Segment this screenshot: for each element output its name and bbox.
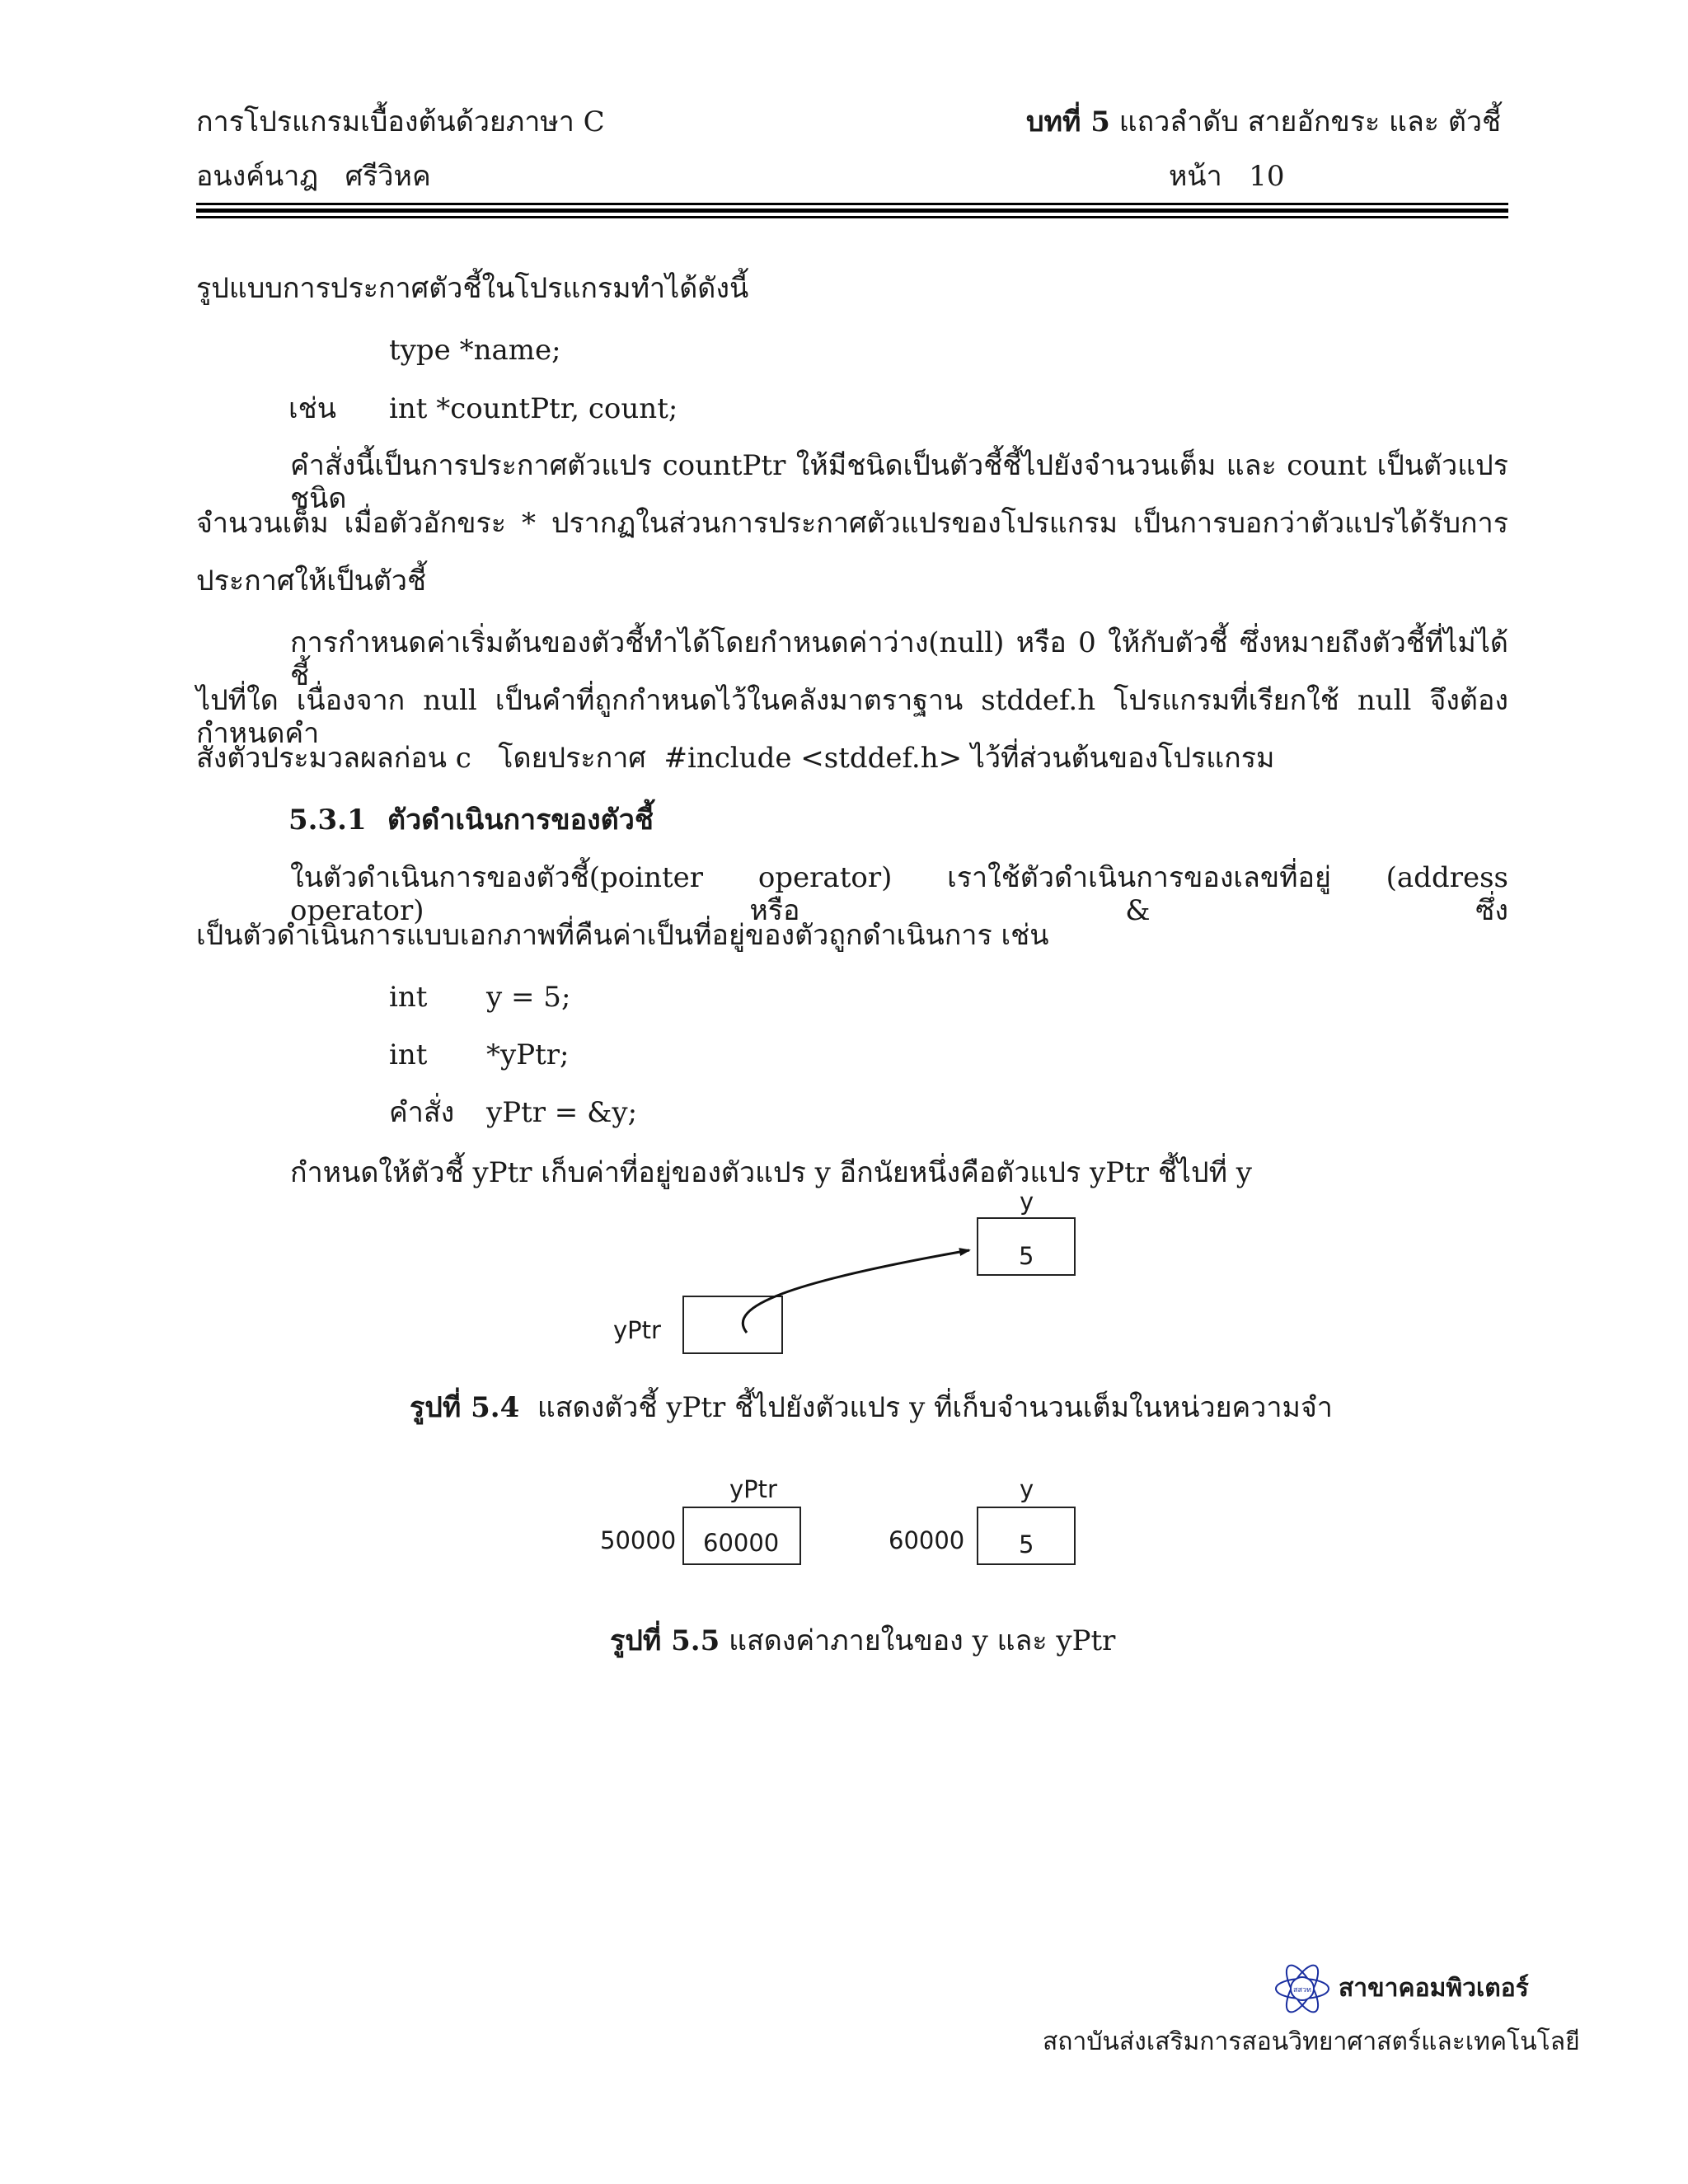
paragraph-2-line-1: การกำหนดค่าเริ่มต้นของตัวชี้ทำได้โดยกำหนดค่าว่าง(null) หรือ 0 ให้กับตัวชี้ ซึ่งหมายถึงตัวชี้ที่ไม่ได้ชี้ bbox=[290, 626, 1508, 692]
fig55-y-address: 60000 bbox=[889, 1526, 965, 1554]
chapter-title: แถวลำดับ สายอักขระ และ ตัวชี้ bbox=[1118, 105, 1502, 138]
fig54-y-value: 5 bbox=[1019, 1242, 1034, 1270]
footer-institute: สถาบันส่งเสริมการสอนวิทยาศาสตร์และเทคโนโลยี bbox=[1043, 2027, 1580, 2056]
fig55-caption bbox=[610, 1624, 1115, 1657]
intro-text: รูปแบบการประกาศตัวชี้ในโปรแกรมทำได้ดังนี้ bbox=[196, 272, 749, 305]
fig55-yptr-address: 50000 bbox=[600, 1526, 677, 1554]
code-keyword: int bbox=[389, 1038, 428, 1071]
code-statement: *yPtr; bbox=[486, 1038, 570, 1071]
example-label: เช่น bbox=[288, 392, 336, 425]
fig54-caption bbox=[410, 1391, 1333, 1424]
fig54-yptr-label: yPtr bbox=[613, 1316, 661, 1344]
fig55-y-value: 5 bbox=[1019, 1530, 1034, 1558]
paragraph-1-line-2: จำนวนเต็ม เมื่อตัวอักขระ * ปรากฏในส่วนการประกาศตัวแปรของโปรแกรม เป็นการบอกว่าตัวแปรได้รับการ bbox=[196, 507, 1508, 540]
page-number: 10 bbox=[1249, 160, 1285, 193]
paragraph-3-line-2: เป็นตัวดำเนินการแบบเอกภาพที่คืนค่าเป็นที่อยู่ของตัวถูกดำเนินการ เช่น bbox=[196, 919, 1049, 952]
paragraph-1-line-1: คำสั่งนี้เป็นการประกาศตัวแปร countPtr ให้มีชนิดเป็นตัวชี้ชี้ไปยังจำนวนเต็ม และ count เป็นตัวแปรชนิด bbox=[290, 449, 1508, 515]
book-title: การโปรแกรมเบื้องต้นด้วยภาษา C bbox=[196, 105, 605, 138]
page-label: หน้า bbox=[1169, 160, 1222, 193]
section-title: ตัวดำเนินการของตัวชี้ bbox=[387, 804, 654, 837]
author-name: อนงค์นาฎ ศรีวิหค bbox=[196, 160, 431, 193]
institute-logo bbox=[1273, 1960, 1331, 2018]
syntax-line: type *name; bbox=[389, 334, 561, 367]
section-number: 5.3.1 bbox=[288, 804, 367, 837]
footer-department: สาขาคอมพิวเตอร์ bbox=[1339, 1974, 1529, 2003]
fig55-caption-label: รูปที่ 5.5 bbox=[610, 1624, 720, 1657]
fig54-y-label: y bbox=[1020, 1188, 1034, 1216]
code-statement: y = 5; bbox=[486, 981, 571, 1014]
paragraph-4: กำหนดให้ตัวชี้ yPtr เก็บค่าที่อยู่ของตัวแปร y อีกนัยหนึ่งคือตัวแปร yPtr ชี้ไปที่ y bbox=[290, 1156, 1253, 1189]
fig55-y-label: y bbox=[1020, 1475, 1034, 1503]
paragraph-2-line-3: สั่งตัวประมวลผลก่อน c โดยประกาศ #include <stddef.h> ไว้ที่ส่วนต้นของโปรแกรม bbox=[196, 742, 1275, 775]
paragraph-3-line-1: ในตัวดำเนินการของตัวชี้(pointer operator) เราใช้ตัวดำเนินการของเลขที่อยู่ (address operator) หรือ & ซึ่ง bbox=[290, 861, 1508, 927]
paragraph-1-line-3: ประกาศให้เป็นตัวชี้ bbox=[196, 565, 427, 598]
fig54-caption-text: แสดงตัวชี้ yPtr ชี้ไปยังตัวแปร y ที่เก็บจำนวนเต็มในหน่วยความจำ bbox=[537, 1391, 1333, 1424]
logo-text: สสวท bbox=[1293, 1986, 1311, 1994]
code-keyword: int bbox=[389, 981, 428, 1014]
fig55-yptr-value: 60000 bbox=[703, 1529, 780, 1557]
fig55-yptr-label: yPtr bbox=[729, 1475, 777, 1503]
chapter-label: บทที่ 5 bbox=[1026, 105, 1110, 138]
code-statement: yPtr = &y; bbox=[486, 1096, 638, 1129]
code-keyword: คำสั่ง bbox=[389, 1096, 455, 1129]
fig55-caption-text: แสดงค่าภายในของ y และ yPtr bbox=[729, 1624, 1116, 1657]
example-code: int *countPtr, count; bbox=[389, 392, 678, 425]
fig54-caption-label: รูปที่ 5.4 bbox=[410, 1391, 520, 1424]
paragraph-2-line-2: ไปที่ใด เนื่องจาก null เป็นคำที่ถูกกำหนดไว้ในคลังมาตราฐาน stddef.h โปรแกรมที่เรียกใช้ null จึงต้องกำหนดคำ bbox=[196, 684, 1508, 750]
